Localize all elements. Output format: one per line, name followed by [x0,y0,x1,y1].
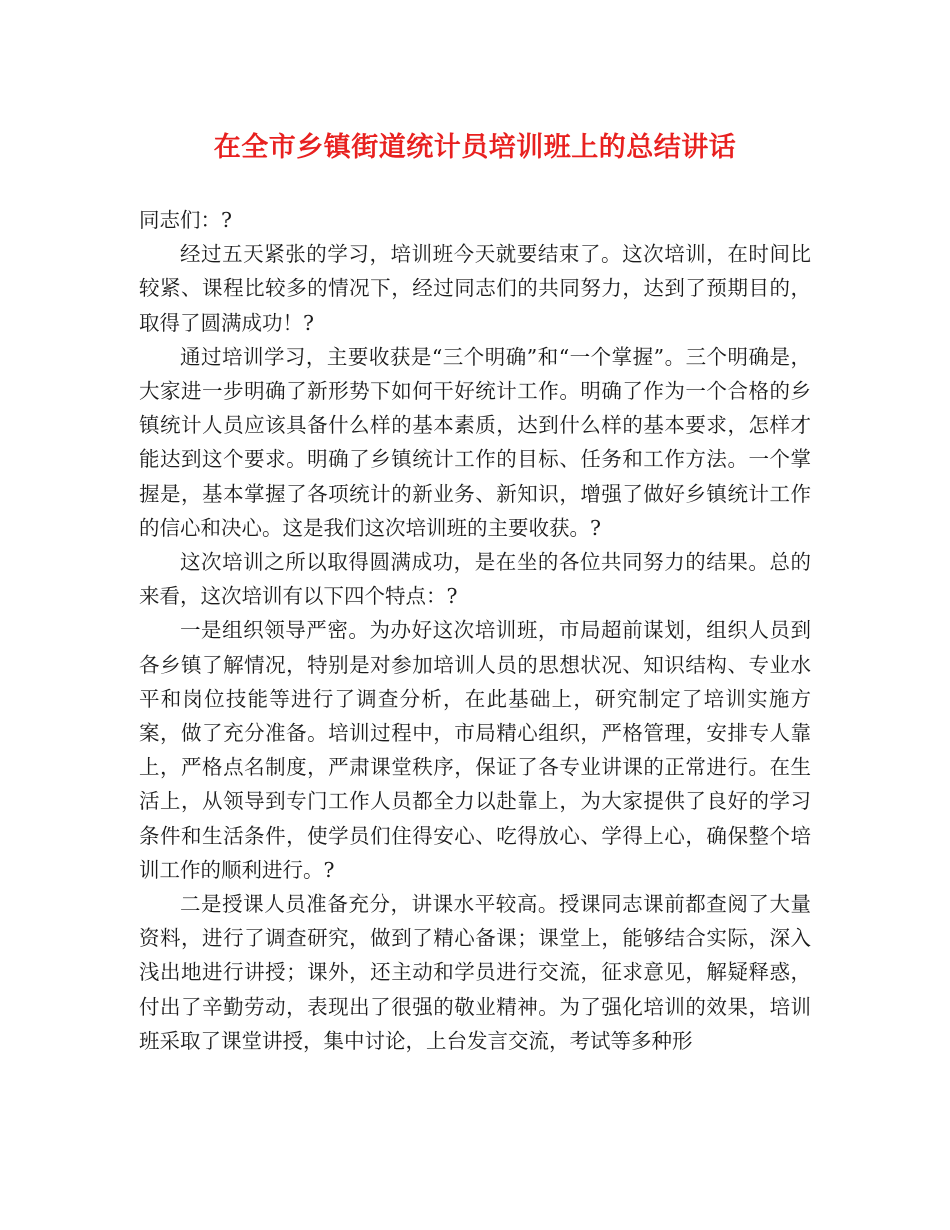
paragraph: 经过五天紧张的学习，培训班今天就要结束了。这次培训，在时间比较紧、课程比较多的情况下，经过同志们的共同努力，达到了预期目的，取得了圆满成功！? [139,242,811,335]
paragraph: 二是授课人员准备充分，讲课水平较高。授课同志课前都查阅了大量资料，进行了调查研究，做到了精心备课；课堂上，能够结合实际，深入浅出地进行讲授；课外，还主动和学员进行交流，征求意见，解疑释惑，付出了辛勤劳动，表现出了很强的敬业精神。为了强化培训的效果，培训班采取了课堂讲授，集中讨论，上台发言交流，考试等多种形 [139,892,811,1053]
document-title: 在全市乡镇街道统计员培训班上的总结讲话 [213,132,737,163]
salutation: 同志们：? [139,208,232,232]
paragraph: 这次培训之所以取得圆满成功，是在坐的各位共同努力的结果。总的来看，这次培训有以下四个特点：? [139,550,811,609]
paragraph: 通过培训学习，主要收获是“三个明确”和“一个掌握”。三个明确是，大家进一步明确了新形势下如何干好统计工作。明确了作为一个合格的乡镇统计人员应该具备什么样的基本素质，达到什么样的基本要求，怎样才能达到这个要求。明确了乡镇统计工作的目标、任务和工作方法。一个掌握是，基本掌握了各项统计的新业务、新知识，增强了做好乡镇统计工作的信心和决心。这是我们这次培训班的主要收获。? [139,344,811,540]
document-body [139,203,811,1058]
paragraph: 一是组织领导严密。为办好这次培训班，市局超前谋划，组织人员到各乡镇了解情况，特别是对参加培训人员的思想状况、知识结构、专业水平和岗位技能等进行了调查分析，在此基础上，研究制定了培训实施方案，做了充分准备。培训过程中，市局精心组织，严格管理，安排专人靠上，严格点名制度，严肃课堂秩序，保证了各专业讲课的正常进行。在生活上，从领导到专门工作人员都全力以赴靠上，为大家提供了良好的学习条件和生活条件，使学员们住得安心、吃得放心、学得上心，确保整个培训工作的顺利进行。? [139,618,811,882]
